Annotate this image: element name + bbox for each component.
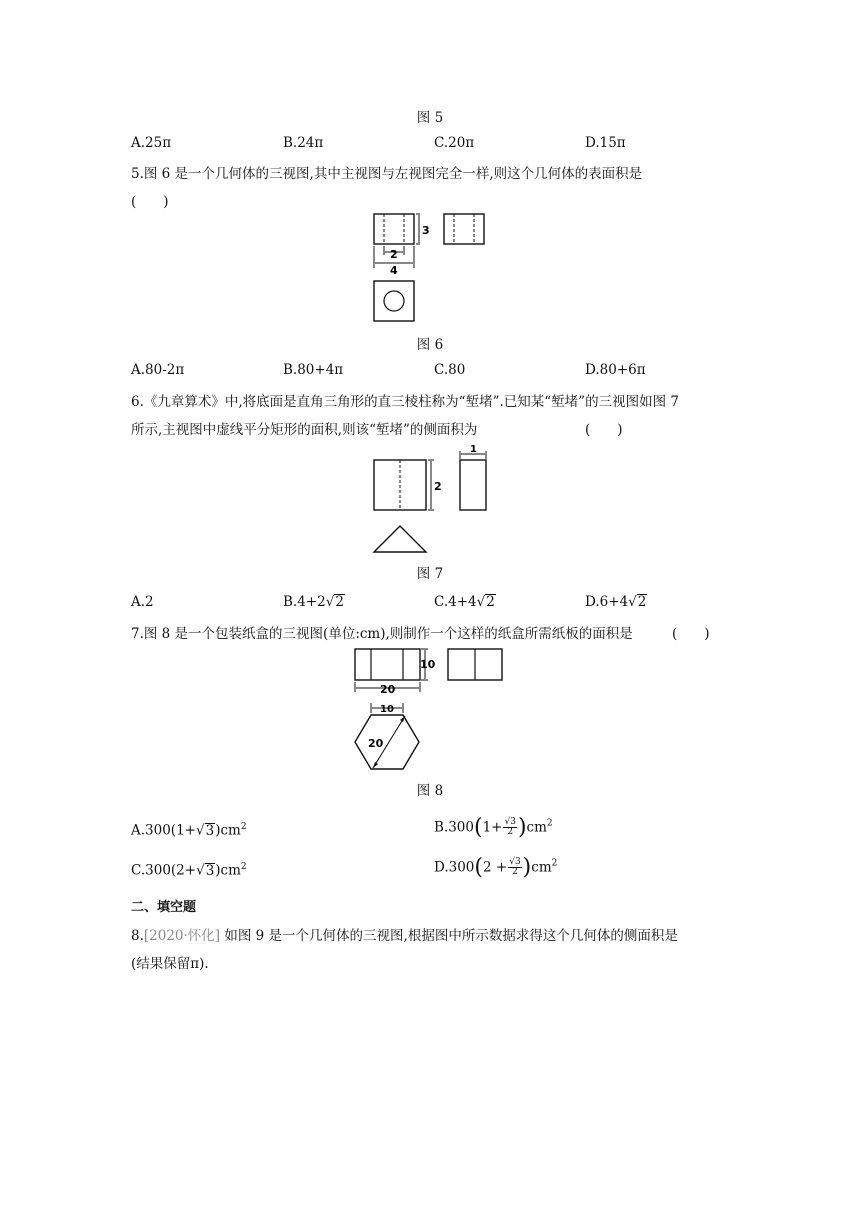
q4-option-b: B.24π — [283, 135, 324, 151]
q6-answer-paren: ( ) — [585, 422, 623, 438]
fig7-label-height: 2 — [434, 480, 442, 493]
fig6-label-outer: 4 — [390, 264, 398, 277]
fig8-label-side: 10 — [380, 704, 394, 715]
q5-option-b: B.80+4π — [283, 362, 344, 378]
q8-text-line1: 8.[2020·怀化] 如图 9 是一个几何体的三视图,根据图中所示数据求得这个几何体的侧面积是 — [131, 928, 678, 944]
q5-option-d: D.80+6π — [585, 362, 646, 378]
section-title-fill-in: 二、填空题 — [131, 900, 197, 915]
q6-text-line1: 6.《九章算术》中,将底面是直角三角形的直三棱柱称为“堑堵”.已知某“堑堵”的三视图如图 7 — [131, 394, 679, 410]
q5-text-line1: 5.图 6 是一个几何体的三视图,其中主视图与左视图完全一样,则这个几何体的表面积是 — [131, 166, 643, 182]
figure-5-caption: 图 5 — [416, 110, 444, 126]
fig6-label-height: 3 — [422, 224, 430, 237]
q4-option-d: D.15π — [585, 135, 626, 151]
q6-option-d: D.6+4√2 — [585, 594, 647, 610]
q7-text-line1: 7.图 8 是一个包装纸盒的三视图(单位:cm),则制作一个这样的纸盒所需纸板的面积是 — [131, 626, 633, 642]
fig6-label-inner: 2 — [390, 248, 398, 261]
q8-text-line2: (结果保留π). — [131, 956, 209, 972]
q7-option-a: $A.300(1+√3)cm^2$ — [131, 822, 247, 839]
q4-option-c: C.20π — [434, 135, 475, 151]
figure-7-caption: 图 7 — [416, 566, 444, 582]
figure-6-caption: 图 6 — [416, 337, 444, 353]
q7-option-d: D.300(2 + $\frac{√3}{2}$ )$cm^2$ — [434, 855, 558, 880]
fig7-label-width: 1 — [470, 444, 477, 455]
fig8-label-height: 10 — [420, 658, 436, 671]
q4-option-a: A.25π — [131, 135, 172, 151]
figure-8-caption: 图 8 — [416, 783, 444, 799]
q6-option-c: C.4+4√2 — [434, 594, 495, 610]
q6-text-line2: 所示,主视图中虚线平分矩形的面积,则该“堑堵”的侧面积为 — [131, 422, 478, 438]
q6-option-a: A.2 — [131, 594, 154, 610]
fig8-label-diag: 20 — [368, 737, 384, 750]
q7-option-b: B.300(1+ $\frac{√3}{2}$ )$cm^2$ — [434, 815, 553, 840]
q7-answer-paren: ( ) — [672, 626, 710, 642]
q5-option-a: A.80-2π — [131, 362, 185, 378]
q5-option-c: C.80 — [434, 362, 466, 378]
q6-option-b: B.4+2√2 — [283, 594, 344, 610]
q7-option-c: $C.300(2+√3)cm^2$ — [131, 862, 247, 879]
q8-source-tag: [2020·怀化] — [143, 928, 221, 944]
fig8-label-width: 20 — [380, 683, 396, 696]
q5-text-line2: ( ) — [131, 194, 169, 210]
